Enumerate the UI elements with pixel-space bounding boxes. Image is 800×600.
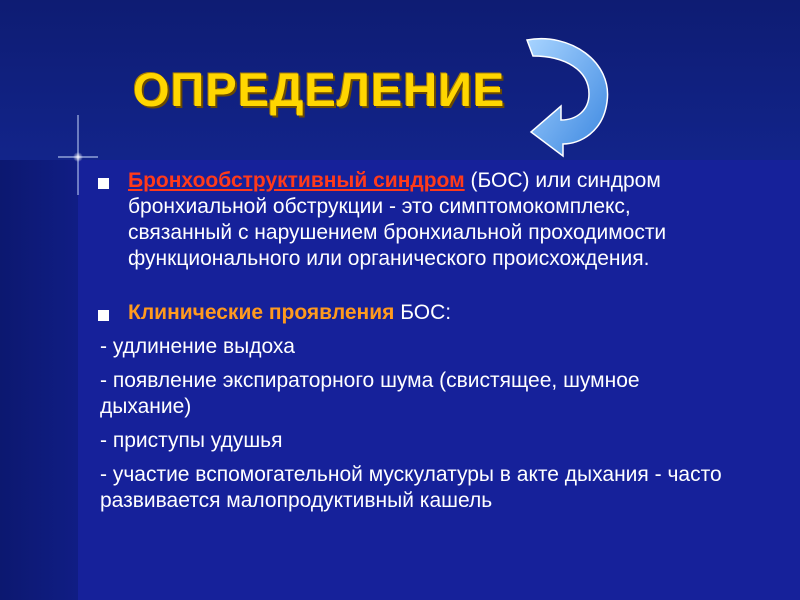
curved-arrow-icon <box>525 32 615 162</box>
manifestation-item: - удлинение выдоха <box>100 335 295 358</box>
manifestation-item: - появление экспираторного шума (свистящее, шумное дыхание) <box>100 369 640 418</box>
manifestations-heading-suffix: БОС: <box>394 301 452 324</box>
definition-term: Бронхообструктивный синдром <box>128 169 465 192</box>
left-margin-band <box>0 160 78 600</box>
square-bullet-icon <box>98 178 109 189</box>
manifestations-heading: Клинические проявления <box>128 301 395 324</box>
sparkle-icon <box>58 115 98 195</box>
manifestations-bullet <box>96 300 736 326</box>
square-bullet-icon <box>98 310 109 321</box>
definition-text: (БОС) или синдром бронхиальной обструкции - это симптомокомплекс, связанный с нарушением бронхиальной проходимости функционального или органического происхождения. <box>128 169 667 270</box>
slide-title: ОПРЕДЕЛЕНИЕ <box>133 63 506 116</box>
slide-content <box>96 168 736 514</box>
definition-bullet <box>96 168 736 272</box>
manifestation-item: - приступы удушья <box>100 429 283 452</box>
manifestation-item: - участие вспомогательной мускулатуры в акте дыхания - часто развивается малопродуктивный кашель <box>100 463 722 512</box>
